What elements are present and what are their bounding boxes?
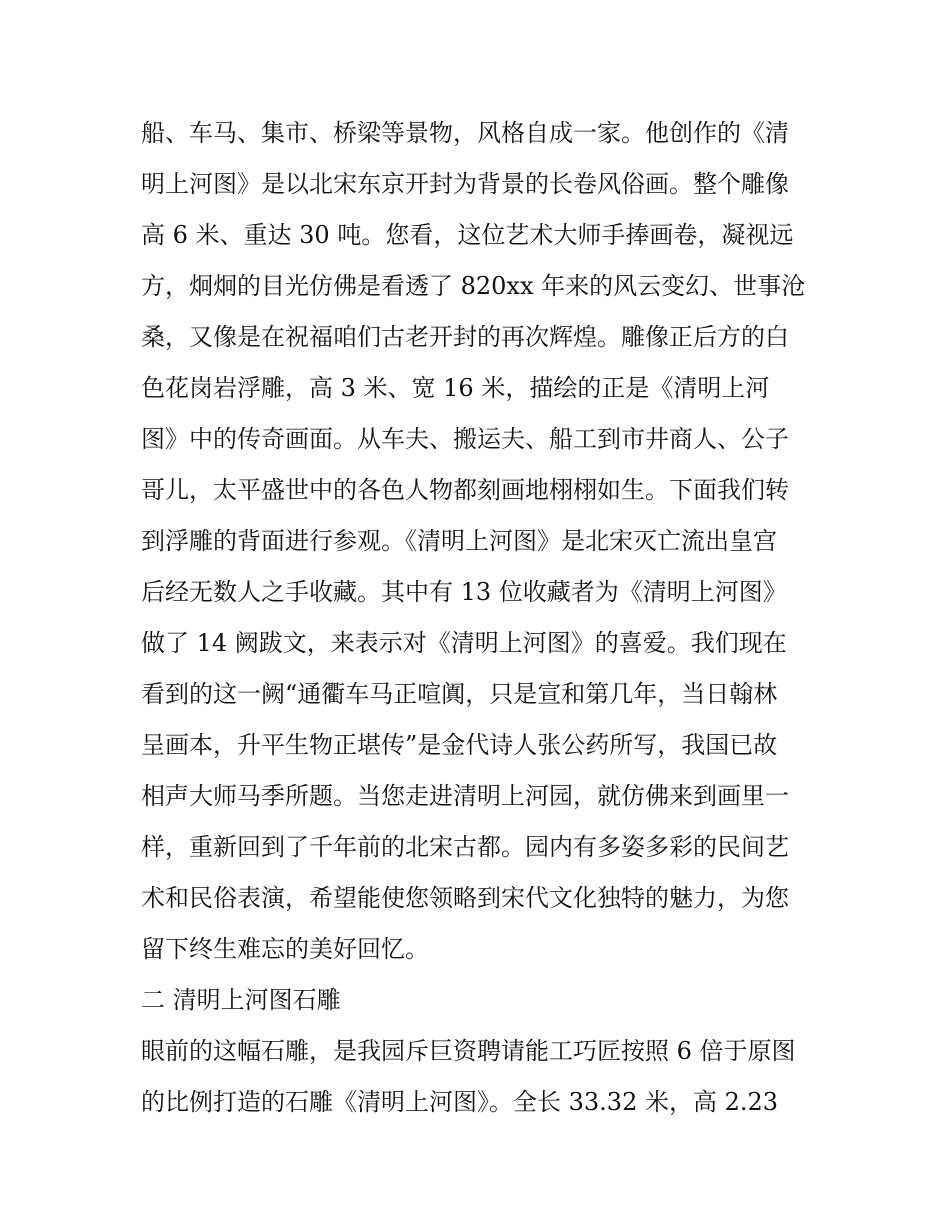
text-line: 高 6 米、重达 30 吨。您看，这位艺术大师手捧画卷，凝视远 bbox=[141, 221, 794, 249]
text-line: 哥儿，太平盛世中的各色人物都刻画地栩栩如生。下面我们转 bbox=[141, 476, 789, 504]
text-line: 做了 14 阙跋文，来表示对《清明上河图》的喜爱。我们现在 bbox=[141, 629, 787, 657]
text-line: 明上河图》是以北宋东京开封为背景的长卷风俗画。整个雕像 bbox=[141, 170, 789, 198]
text-line: 眼前的这幅石雕，是我园斥巨资聘请能工巧匠按照 6 倍于原图 bbox=[141, 1037, 796, 1065]
text-line: 到浮雕的背面进行参观。《清明上河图》是北宋灭亡流出皇宫 bbox=[141, 527, 777, 555]
text-line: 后经无数人之手收藏。其中有 13 位收藏者为《清明上河图》 bbox=[141, 578, 787, 606]
text-line: 的比例打造的石雕《清明上河图》。全长 33.32 米，高 2.23 bbox=[141, 1088, 779, 1116]
text-line: 相声大师马季所题。当您走进清明上河园，就仿佛来到画里一 bbox=[141, 782, 789, 810]
text-line: 色花岗岩浮雕，高 3 米、宽 16 米，描绘的正是《清明上河 bbox=[141, 374, 770, 402]
text-line: 方，炯炯的目光仿佛是看透了 820xx 年来的风云变幻、世事沧 bbox=[141, 272, 806, 300]
text-line: 图》中的传奇画面。从车夫、搬运夫、船工到市井商人、公子 bbox=[141, 425, 789, 453]
body-text bbox=[141, 108, 821, 1128]
text-line: 呈画本，升平生物正堪传”是金代诗人张公药所写，我国已故 bbox=[141, 731, 778, 759]
text-line: 留下终生难忘的美好回忆。 bbox=[141, 935, 429, 963]
text-line: 样，重新回到了千年前的北宋古都。园内有多姿多彩的民间艺 bbox=[141, 833, 789, 861]
text-line: 术和民俗表演，希望能使您领略到宋代文化独特的魅力，为您 bbox=[141, 884, 789, 912]
text-line: 船、车马、集市、桥梁等景物，风格自成一家。他创作的《清 bbox=[141, 119, 789, 147]
section-heading: 二 清明上河图石雕 bbox=[141, 986, 341, 1014]
text-line: 看到的这一阙“通衢车马正喧阗，只是宣和第几年，当日翰林 bbox=[141, 680, 778, 708]
text-line: 桑，又像是在祝福咱们古老开封的再次辉煌。雕像正后方的白 bbox=[141, 323, 789, 351]
